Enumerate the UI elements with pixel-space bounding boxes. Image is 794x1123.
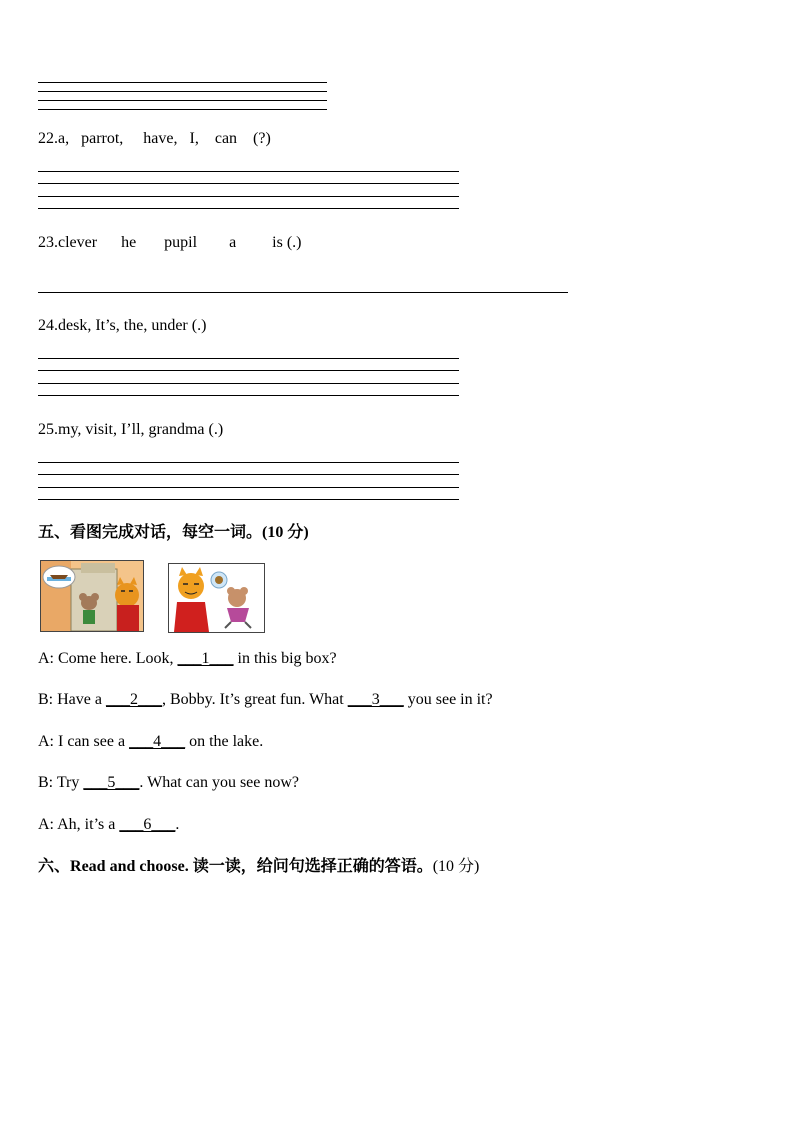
dialogue-text: in this big box?: [233, 650, 337, 667]
question-words: my, visit, I’ll, grandma (.): [58, 421, 224, 438]
dialogue-text: Try: [53, 774, 84, 791]
answer-line: [38, 183, 459, 184]
section-title: 五、看图完成对话，每空一词。: [38, 524, 263, 541]
section-5-heading: [38, 522, 309, 544]
answer-line: [38, 91, 327, 92]
question-words: desk, It’s, the, under (.): [58, 317, 207, 334]
question-words: a, parrot, have, I, can (?): [58, 130, 271, 147]
speaker: A:: [38, 816, 54, 833]
question-number: 22.: [38, 130, 58, 147]
dialogue-text: Ah, it’s a: [54, 816, 120, 833]
answer-line: [38, 82, 327, 83]
dialogue-line-3: [38, 732, 263, 752]
answer-line: [38, 474, 459, 475]
blank-4[interactable]: ___4___: [129, 733, 186, 750]
dialogue-text: you see in it?: [403, 691, 493, 708]
section-title-en: Read and choose.: [70, 858, 189, 875]
answer-line: [38, 109, 327, 110]
dialogue-line-5: [38, 815, 179, 835]
section-6-heading: [38, 856, 479, 878]
blank-2[interactable]: ___2___: [105, 691, 162, 708]
answer-line: [38, 395, 459, 396]
answer-line: [38, 370, 459, 371]
question-words: clever he pupil a is (.): [58, 234, 302, 251]
dialogue-text: Have a: [53, 691, 106, 708]
answer-line: [38, 208, 459, 209]
answer-line: [38, 171, 459, 172]
picture-2: [168, 563, 265, 633]
dialogue-text: on the lake.: [185, 733, 264, 750]
blank-5[interactable]: ___5___: [83, 774, 140, 791]
speaker: A:: [38, 733, 54, 750]
blank-6[interactable]: ___6___: [119, 816, 176, 833]
answer-line: [38, 196, 459, 197]
dialogue-text: .: [175, 816, 180, 833]
section-prefix: 六、: [38, 858, 71, 875]
answer-line: [38, 100, 327, 101]
answer-line: [38, 499, 459, 500]
tiger-and-mouse-icon: [169, 564, 264, 632]
answer-line: [38, 292, 568, 293]
question-24: [38, 316, 206, 336]
answer-line: [38, 383, 459, 384]
section-score: (10 分): [432, 858, 480, 875]
dialogue-text: , Bobby. It’s great fun. What: [161, 691, 348, 708]
speaker: B:: [38, 774, 54, 791]
dialogue-line-4: [38, 773, 299, 793]
dialogue-text: . What can you see now?: [139, 774, 300, 791]
dialogue-line-2: [38, 690, 493, 710]
speaker: B:: [38, 691, 54, 708]
picture-1: [40, 560, 144, 632]
answer-line: [38, 462, 459, 463]
section-title-cn: 读一读，给问句选择正确的答语。: [188, 858, 433, 875]
question-23: [38, 233, 302, 253]
blank-3[interactable]: ___3___: [347, 691, 404, 708]
question-number: 24.: [38, 317, 58, 334]
blank-1[interactable]: ___1___: [177, 650, 234, 667]
question-22: [38, 129, 271, 149]
boat-thought-bubble-icon: [41, 561, 143, 631]
question-number: 25.: [38, 421, 58, 438]
question-number: 23.: [38, 234, 58, 251]
section-score: (10 分): [262, 524, 309, 541]
speaker: A:: [38, 650, 54, 667]
dialogue-text: Come here. Look,: [54, 650, 178, 667]
answer-line: [38, 487, 459, 488]
dialogue-line-1: [38, 649, 337, 669]
dialogue-text: I can see a: [54, 733, 130, 750]
question-25: [38, 420, 223, 440]
answer-line: [38, 358, 459, 359]
